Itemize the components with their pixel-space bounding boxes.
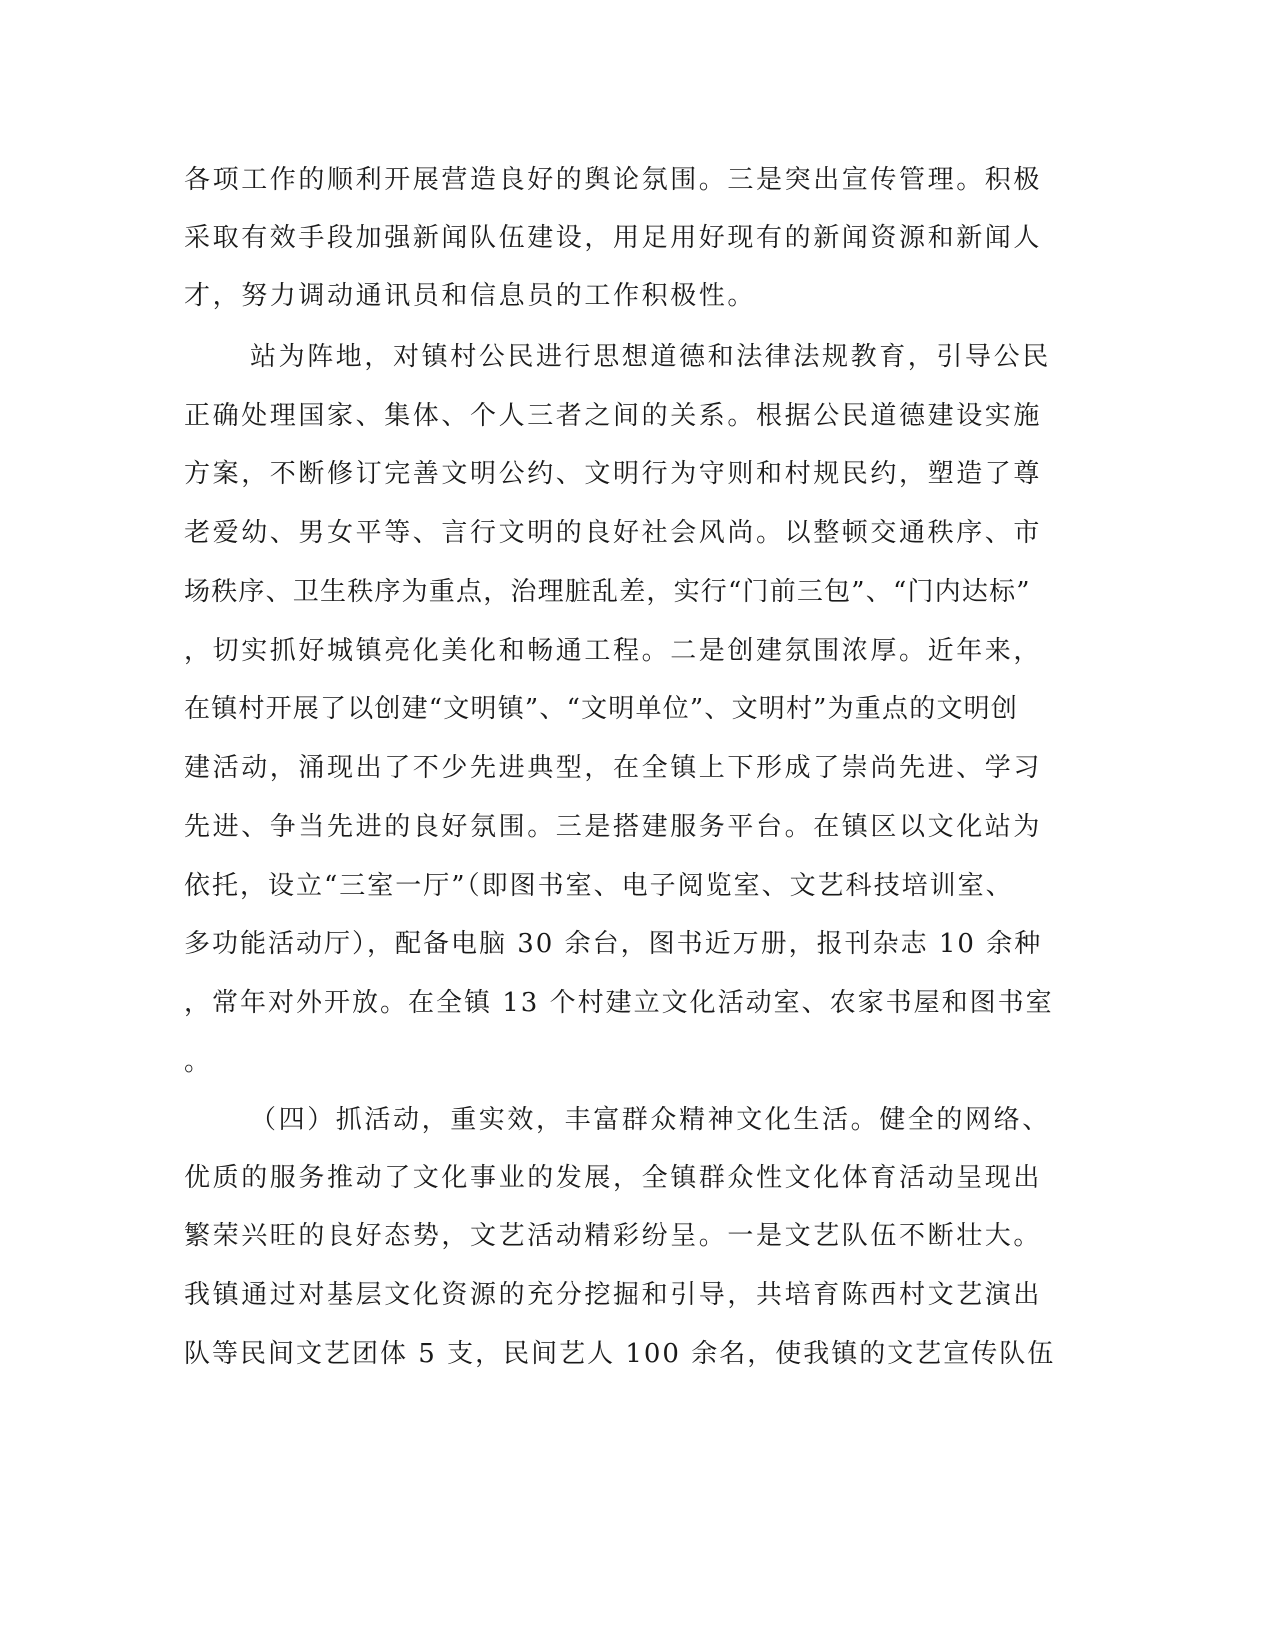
text-line: 。 — [184, 1047, 211, 1077]
text-line: 各项工作的顺利开展营造良好的舆论氛围。三是突出宣传管理。积极 — [184, 165, 1043, 195]
text-line: 队等民间文艺团体 5 支，民间艺人 100 余名，使我镇的文艺宣传队伍 — [184, 1339, 1056, 1369]
text-line: 繁荣兴旺的良好态势，文艺活动精彩纷呈。一是文艺队伍不断壮大。 — [184, 1221, 1043, 1251]
text-line: 采取有效手段加强新闻队伍建设，用足用好现有的新闻资源和新闻人 — [184, 223, 1043, 253]
text-line: 建活动，涌现出了不少先进典型，在全镇上下形成了崇尚先进、学习 — [184, 753, 1043, 783]
text-line: 先进、争当先进的良好氛围。三是搭建服务平台。在镇区以文化站为 — [184, 812, 1043, 842]
text-line: 站为阵地，对镇村公民进行思想道德和法律法规教育，引导公民 — [250, 342, 1051, 372]
text-line: 在镇村开展了以创建“文明镇”、“文明单位”、文明村”为重点的文明创 — [184, 694, 1019, 724]
text-line: 场秩序、卫生秩序为重点，治理脏乱差，实行“门前三包”、“门内达标” — [184, 577, 1031, 607]
text-line: 依托，设立“三室一厅”（即图书室、电子阅览室、文艺科技培训室、 — [184, 871, 1014, 901]
text-line: 多功能活动厅），配备电脑 30 余台，图书近万册，报刊杂志 10 余种 — [184, 929, 1043, 959]
text-line: 才，努力调动通讯员和信息员的工作积极性。 — [184, 281, 757, 311]
text-line: 方案，不断修订完善文明公约、文明行为守则和村规民约，塑造了尊 — [184, 459, 1043, 489]
text-line: 老爱幼、男女平等、言行文明的良好社会风尚。以整顿交通秩序、市 — [184, 518, 1043, 548]
text-line: ，常年对外开放。在全镇 13 个村建立文化活动室、农家书屋和图书室 — [184, 988, 1054, 1018]
text-line: ，切实抓好城镇亮化美化和畅通工程。二是创建氛围浓厚。近年来， — [184, 636, 1043, 666]
text-line: 正确处理国家、集体、个人三者之间的关系。根据公民道德建设实施 — [184, 401, 1043, 431]
text-line: （四）抓活动，重实效，丰富群众精神文化生活。健全的网络、 — [250, 1105, 1051, 1135]
text-line: 优质的服务推动了文化事业的发展，全镇群众性文化体育活动呈现出 — [184, 1163, 1043, 1193]
text-line: 我镇通过对基层文化资源的充分挖掘和引导，共培育陈西村文艺演出 — [184, 1280, 1043, 1310]
